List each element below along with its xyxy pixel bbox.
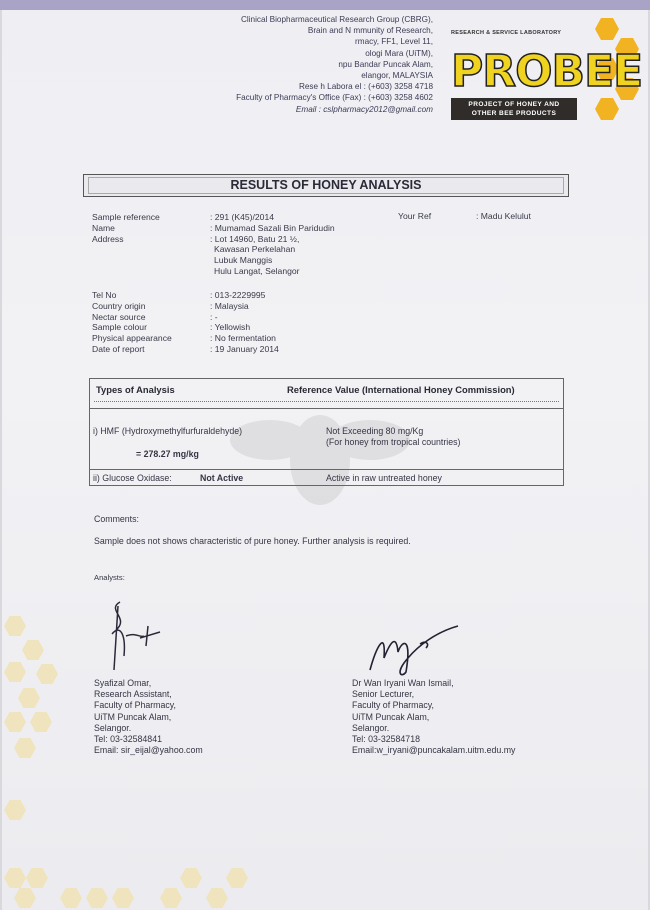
hmf-reference: Not Exceeding 80 mg/Kg (326, 426, 424, 436)
hmf-label: i) HMF (Hydroxymethylfurfuraldehyde) (93, 426, 243, 436)
field-value: : Malaysia (210, 300, 249, 311)
letterhead-line: Rese h Labora el : (+603) 3258 4718 (298, 82, 433, 92)
report-title (83, 174, 569, 197)
letterhead-email: Email : cslpharmacy2012@gmail.com (295, 104, 433, 114)
field-label: Physical appearance (92, 333, 172, 344)
field-value: Lubuk Manggis (214, 255, 273, 266)
analyst-email: Email: sir_eijal@yahoo.com (94, 745, 203, 756)
analysis-table-header (90, 379, 563, 409)
row-divider (90, 469, 563, 470)
glucose-label: ii) Glucose Oxidase: (93, 473, 172, 483)
analyst-state: Selangor. (94, 722, 132, 733)
field-label: Date of report (92, 343, 145, 354)
analyst-name: Dr Wan Iryani Wan Ismail, (352, 678, 454, 688)
column-header: Types of Analysis (96, 384, 175, 395)
analyst-title: Senior Lecturer, (352, 689, 415, 700)
analyst-state: Selangor. (352, 722, 390, 733)
analyst-faculty: Faculty of Pharmacy, (352, 700, 434, 711)
logo-banner-line: OTHER BEE PRODUCTS (471, 110, 557, 117)
field-label: Sample reference (92, 212, 160, 222)
sample-info (92, 212, 335, 277)
field-value: Hulu Langat, Selangor (214, 265, 300, 276)
top-edge-strip (0, 0, 650, 10)
field-label: Nectar source (92, 311, 146, 322)
analyst1-signature (100, 596, 170, 676)
field-value: : Yellowish (210, 322, 251, 333)
field-value: : Lot 14960, Batu 21 ½, (210, 233, 300, 244)
field-label: Address (92, 233, 124, 244)
analysts-label: Analysts: (94, 573, 125, 582)
logo-banner-line: PROJECT OF HONEY AND (468, 101, 560, 108)
probee-logo (445, 18, 643, 122)
hmf-reference-note: (For honey from tropical countries) (326, 437, 461, 447)
analyst-tel: Tel: 03-32584841 (94, 734, 162, 745)
analyst1-details (94, 678, 203, 756)
column-header: Reference Value (International Honey Commission) (287, 384, 515, 395)
comments-label: Comments: (94, 514, 139, 524)
analyst-title: Research Assistant, (94, 689, 172, 700)
letterhead-line: Brain and N mmunity of Research, (307, 26, 433, 36)
field-value: : Madu Kelulut (476, 211, 531, 221)
analyst-name: Syafizal Omar, (94, 678, 152, 688)
dotted-divider (94, 401, 559, 402)
letterhead-address (175, 14, 433, 115)
glucose-result: Not Active (200, 473, 244, 483)
analyst-campus: UiTM Puncak Alam, (352, 711, 430, 722)
field-value: : 19 January 2014 (210, 343, 279, 354)
field-label: Your Ref (398, 211, 432, 221)
field-value: : 013-2229995 (210, 290, 266, 300)
analyst2-details (352, 678, 515, 756)
logo-banner (451, 98, 577, 120)
field-label: Country origin (92, 300, 146, 311)
letterhead-line: Faculty of Pharmacy's Office (Fax) : (+603) 3258 4602 (236, 93, 433, 103)
logo-tagline: RESEARCH & SERVICE LABORATORY (451, 30, 562, 36)
field-value: : 291 (K45)/2014 (210, 212, 275, 222)
letterhead-line: elangor, MALAYSIA (361, 71, 433, 81)
letterhead-line: Clinical Biopharmaceutical Research Group (CBRG), (240, 15, 433, 24)
comments-text: Sample does not shows characteristic of pure honey. Further analysis is required. (94, 536, 411, 546)
sample-details (92, 290, 279, 355)
letterhead-line: npu Bandar Puncak Alam, (338, 59, 433, 69)
analyst2-signature (366, 618, 466, 678)
letterhead-line: rmacy, FF1, Level 11, (355, 37, 433, 47)
field-value: Kawasan Perkelahan (214, 244, 296, 255)
field-value: : Mumamad Sazali Bin Paridudin (210, 222, 335, 233)
analyst-tel: Tel: 03-32584718 (352, 734, 420, 745)
field-value: : - (210, 311, 218, 322)
analysis-table (89, 378, 564, 486)
hmf-result: = 278.27 mg/kg (136, 449, 199, 459)
report-title-text: RESULTS OF HONEY ANALYSIS (230, 178, 422, 192)
letterhead-line: ologi Mara (UiTM), (365, 48, 433, 58)
field-label: Tel No (92, 290, 117, 300)
analyst-campus: UiTM Puncak Alam, (94, 711, 172, 722)
your-ref (398, 211, 531, 221)
analyst-email: Email:w_iryani@puncakalam.uitm.edu.my (352, 745, 516, 756)
analyst-faculty: Faculty of Pharmacy, (94, 700, 176, 711)
logo-wordmark: PROBEE (451, 46, 643, 97)
field-value: : No fermentation (210, 333, 276, 344)
field-label: Sample colour (92, 322, 147, 333)
field-label: Name (92, 222, 115, 233)
glucose-reference: Active in raw untreated honey (326, 473, 442, 483)
